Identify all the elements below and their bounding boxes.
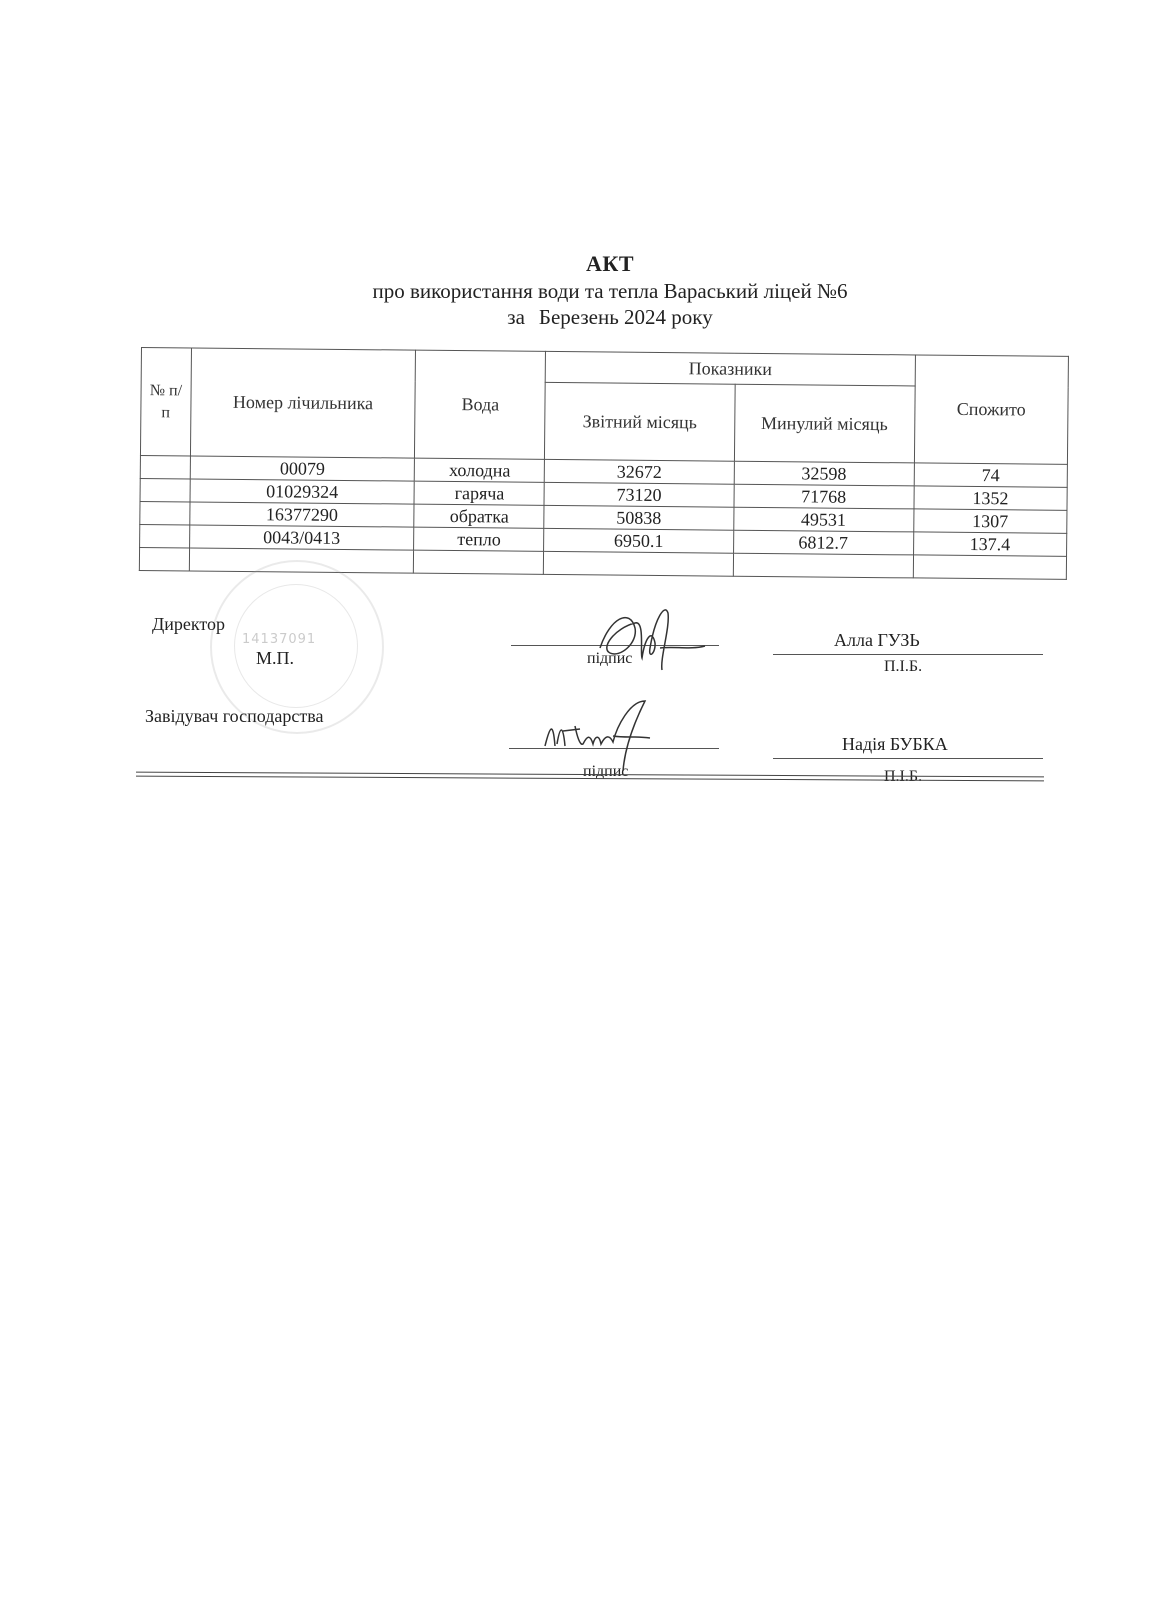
cell-consumed: 1307 [913, 509, 1067, 533]
col-current-month: Звітний місяць [545, 382, 735, 461]
col-previous-month: Минулий місяць [734, 384, 915, 463]
cell-num [140, 524, 190, 547]
col-water: Вода [415, 350, 546, 459]
cell-meter: 16377290 [190, 502, 415, 527]
col-number: № п/ п [140, 348, 191, 456]
cell-water: холодна [415, 458, 545, 482]
document-subtitle: про використання води та тепла Вараський ліцей №6 [372, 279, 848, 303]
cell-current [544, 551, 733, 576]
cell-water: тепло [414, 527, 544, 551]
manager-signature [535, 696, 665, 776]
usage-table [139, 347, 1069, 580]
document-period [140, 304, 1080, 330]
col-indicators: Показники [546, 351, 915, 386]
period-prefix: за [507, 305, 525, 329]
period-value: Березень 2024 року [538, 305, 713, 329]
col-meter: Номер лічильника [190, 348, 416, 458]
director-name-caption: П.І.Б. [884, 658, 923, 675]
director-signature [590, 598, 710, 678]
cell-water: обратка [414, 504, 544, 528]
cell-consumed: 137.4 [913, 532, 1067, 556]
manager-name-line [773, 758, 1043, 759]
cell-current: 6950.1 [544, 528, 733, 553]
manager-name: Надія БУБКА [842, 734, 948, 754]
cell-meter: 00079 [190, 456, 415, 481]
director-name: Алла ГУЗЬ [834, 630, 920, 650]
cell-previous: 49531 [733, 507, 913, 532]
cell-previous: 32598 [734, 461, 914, 486]
cell-previous: 6812.7 [733, 530, 913, 555]
cell-num [140, 501, 190, 524]
manager-position: Завідувач господарства [145, 706, 324, 726]
cell-num [140, 455, 190, 478]
title-block [140, 250, 1080, 330]
stamp-label: М.П. [256, 648, 295, 668]
document-title: АКТ [585, 251, 634, 276]
cell-consumed: 74 [914, 463, 1068, 487]
manager-name-caption: П.І.Б. [884, 768, 923, 785]
cell-water [414, 550, 544, 574]
stamp-code: 14137091 [242, 632, 317, 647]
col-consumed: Спожито [914, 355, 1068, 464]
cell-num [140, 478, 190, 501]
cell-previous [733, 553, 913, 578]
director-position: Директор [152, 614, 226, 634]
cell-current: 50838 [544, 505, 733, 530]
cell-meter: 01029324 [190, 479, 415, 504]
cell-consumed [913, 555, 1067, 579]
cell-meter: 0043/0413 [189, 525, 414, 550]
manager-signature-caption: підпис [583, 763, 629, 780]
director-signature-caption: підпис [587, 650, 633, 667]
cell-consumed: 1352 [914, 486, 1068, 510]
director-name-line [773, 654, 1043, 655]
cell-current: 32672 [545, 459, 734, 484]
cell-previous: 71768 [734, 484, 914, 509]
cell-water: гаряча [414, 481, 544, 505]
cell-num [139, 547, 189, 570]
cell-current: 73120 [544, 482, 733, 507]
